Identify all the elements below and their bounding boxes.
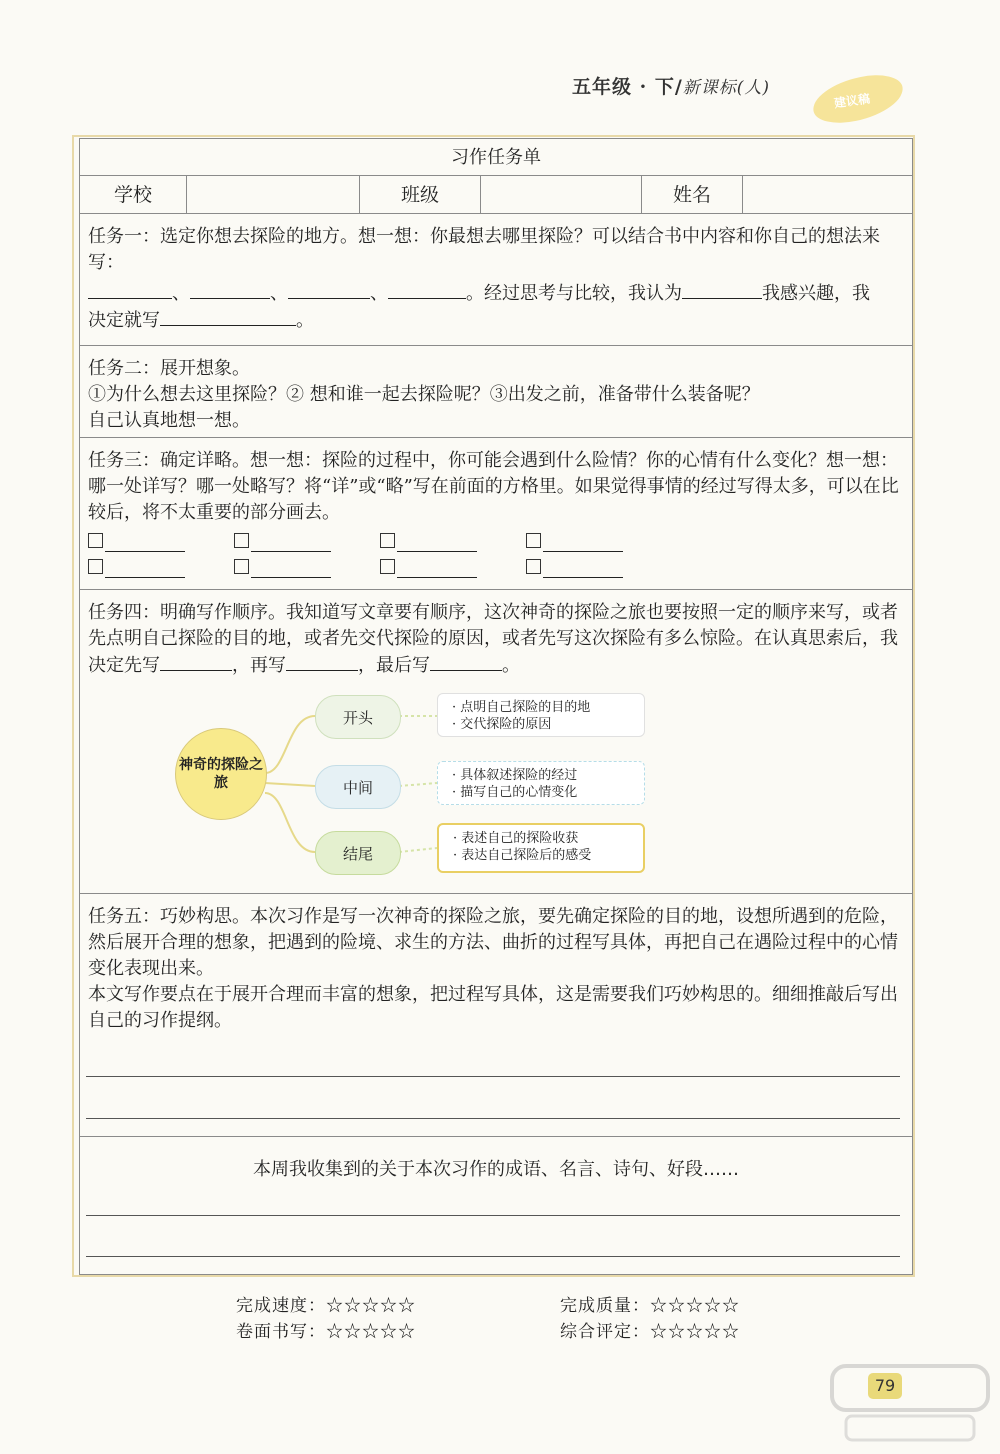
note-line: · 具体叙述探险的经过 <box>452 768 578 783</box>
detail-checkbox[interactable] <box>234 533 249 548</box>
checkbox-row-1 <box>88 528 904 552</box>
note-ending <box>437 823 645 873</box>
detail-blank[interactable] <box>105 557 185 578</box>
detail-blank[interactable] <box>397 531 477 552</box>
task2-section <box>79 346 913 438</box>
detail-blank[interactable] <box>251 557 331 578</box>
detail-item <box>234 554 380 578</box>
collect-section <box>79 1137 913 1275</box>
task5-paragraph-1: 任务五：巧妙构思。本次习作是写一次神奇的探险之旅，要先确定探险的目的地，设想所遇到的危险，然后展开合理的想象，把遇到的险境、求生的方法、曲折的过程写具体，再把自己在遇险过程中的心情变化表现出来。 <box>88 906 898 979</box>
class-label: 班级 <box>360 176 481 213</box>
order-blank-3[interactable] <box>430 652 502 671</box>
detail-item <box>526 528 672 552</box>
task2-instruction: 自己认真地想一想。 <box>88 410 250 431</box>
mindmap-center: 神奇的探险之旅 <box>175 728 267 820</box>
note-line: · 交代探险的原因 <box>452 717 552 732</box>
sep: 、 <box>270 283 288 304</box>
task1-section <box>79 214 913 346</box>
branch-ending: 结尾 <box>315 831 401 875</box>
collect-heading: 本周我收集到的关于本次习作的成语、名言、诗句、好段…… <box>253 1159 739 1180</box>
task2-questions: ①为什么想去这里探险？② 想和谁一起去探险呢？③出发之前，准备带什么装备呢？ <box>88 384 760 405</box>
detail-checkbox[interactable] <box>380 559 395 574</box>
note-line: · 点明自己探险的目的地 <box>452 700 591 715</box>
task2-title: 任务二：展开想象。 <box>88 358 250 379</box>
detail-item <box>380 528 526 552</box>
school-field[interactable] <box>187 176 360 213</box>
class-field[interactable] <box>481 176 642 213</box>
detail-checkbox[interactable] <box>526 533 541 548</box>
task4-text: 任务四：明确写作顺序。我知道写文章要有顺序，这次神奇的探险之旅也要按照一定的顺序来写，或者先点明自己探险的目的地，或者先交代探险的原因，或者先写这次探险有多么惊险。在认真思索后，我决定先写 <box>88 602 898 676</box>
place-blank-4[interactable] <box>388 280 466 299</box>
detail-checkbox[interactable] <box>88 533 103 548</box>
detail-checkbox[interactable] <box>234 559 249 574</box>
rating-writing[interactable]: 卷面书写：☆☆☆☆☆ <box>236 1322 416 1342</box>
sep: 、 <box>370 283 388 304</box>
place-blank-1[interactable] <box>88 280 172 299</box>
order-blank-1[interactable] <box>160 652 232 671</box>
page-header <box>572 72 770 99</box>
mindmap <box>175 685 735 885</box>
page-number: 79 <box>868 1373 902 1399</box>
collect-line-1[interactable] <box>86 1215 900 1216</box>
task1-text: 任务一：选定你想去探险的地方。想一想：你最想去哪里探险？可以结合书中内容和你自己的想法来写： <box>88 226 880 273</box>
branch-middle: 中间 <box>315 765 401 809</box>
detail-item <box>234 528 380 552</box>
detail-blank[interactable] <box>397 557 477 578</box>
school-label: 学校 <box>80 176 187 213</box>
detail-blank[interactable] <box>543 531 623 552</box>
grade-label: 五年级 · 下/ <box>572 76 683 98</box>
task1-line3-text: 决定就写 <box>88 310 160 331</box>
name-field[interactable] <box>743 176 912 213</box>
place-blank-2[interactable] <box>190 280 270 299</box>
note-beginning <box>437 693 645 737</box>
info-row <box>79 176 913 214</box>
detail-item <box>88 528 234 552</box>
checkbox-row-2 <box>88 554 904 578</box>
period: 。 <box>296 310 314 331</box>
task3-text: 任务三：确定详略。想一想：探险的过程中，你可能会遇到什么险情？你的心情有什么变化？想一想：哪一处详写？哪一处略写？将“详”或“略”写在前面的方格里。如果觉得事情的经过写得太多，可以在比较后，将不太重要的部分画去。 <box>88 450 899 523</box>
outline-line-2[interactable] <box>86 1118 900 1119</box>
detail-item <box>88 554 234 578</box>
detail-blank[interactable] <box>543 557 623 578</box>
detail-checkbox[interactable] <box>526 559 541 574</box>
note-middle <box>437 761 645 805</box>
period: 。 <box>502 655 520 676</box>
rating-speed[interactable]: 完成速度：☆☆☆☆☆ <box>236 1296 416 1316</box>
detail-blank[interactable] <box>105 531 185 552</box>
task5-paragraph-2: 本文写作要点在于展开合理而丰富的想象，把过程写具体，这是需要我们巧妙构思的。细细推敲后写出自己的习作提纲。 <box>88 984 898 1031</box>
task1-mid-text: 。经过思考与比较，我认为 <box>466 283 682 304</box>
task4-mid1: ，再写 <box>232 655 286 676</box>
sep: 、 <box>172 283 190 304</box>
outline-line-1[interactable] <box>86 1076 900 1077</box>
rating-quality[interactable]: 完成质量：☆☆☆☆☆ <box>560 1296 740 1316</box>
worksheet-title: 习作任务单 <box>79 138 913 176</box>
detail-checkbox[interactable] <box>380 533 395 548</box>
task5-section <box>79 894 913 1137</box>
decision-blank[interactable] <box>160 307 296 326</box>
note-line: · 描写自己的心情变化 <box>452 785 578 800</box>
order-blank-2[interactable] <box>286 652 358 671</box>
collect-line-2[interactable] <box>86 1256 900 1257</box>
task1-end-text: 我感兴趣，我 <box>762 283 870 304</box>
series-label: 新课标(人) <box>682 78 771 98</box>
detail-checkbox[interactable] <box>88 559 103 574</box>
detail-item <box>380 554 526 578</box>
rating-overall[interactable]: 综合评定：☆☆☆☆☆ <box>560 1322 740 1342</box>
place-blank-3[interactable] <box>288 280 370 299</box>
leaf-logo-text: 建议稿 <box>833 91 871 111</box>
note-line: · 表达自己探险后的感受 <box>453 848 592 863</box>
detail-blank[interactable] <box>251 531 331 552</box>
name-label: 姓名 <box>642 176 743 213</box>
watermark-logo <box>826 1360 994 1446</box>
task3-section <box>79 438 913 590</box>
task4-mid2: ，最后写 <box>358 655 430 676</box>
branch-beginning: 开头 <box>315 695 401 739</box>
detail-item <box>526 554 672 578</box>
choice-blank[interactable] <box>682 280 762 299</box>
note-line: · 表述自己的探险收获 <box>453 831 579 846</box>
